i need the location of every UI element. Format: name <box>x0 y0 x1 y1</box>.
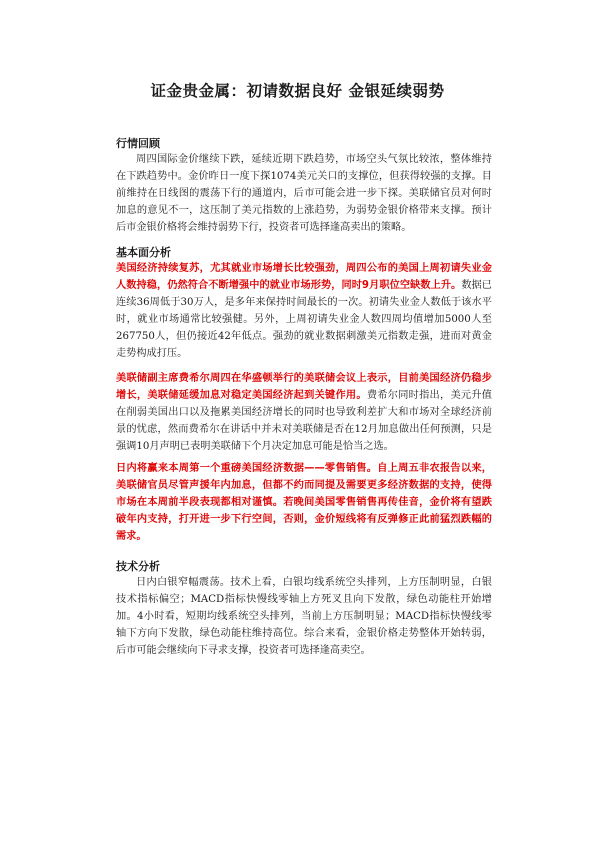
fundamentals-paragraph-1 <box>116 260 492 362</box>
fundamentals-heading: 基本面分析 <box>116 246 171 259</box>
fundamentals-p1-highlight: 美国经济持续复苏，尤其就业市场增长比较强劲，周四公布的美国上周初请失业金人数持稳，仍然符合不断增强中的就业市场形势，同时9月职位空缺数上升。 <box>116 263 492 291</box>
review-heading: 行情回顾 <box>116 137 160 150</box>
fundamentals-p2-text: 费希尔同时指出，美元升值在削弱美国出口以及拖累美国经济增长的同时也导致利差扩大和市场对全球经济前景的忧虑，然而费希尔在讲话中并未对美联储是否在12月加息做出任何预测，只是强调10月声明已表明美联储下个月决定加息可能是恰当之选。 <box>116 390 492 452</box>
fundamentals-paragraph-2 <box>116 370 492 455</box>
fundamentals-p2-highlight: 美联储副主席费希尔周四在华盛顿举行的美联储会议上表示，目前美国经济仍稳步增长，美联储延缓加息对稳定美国经济起到关键作用。 <box>116 373 492 401</box>
page-title: 证金贵金属：初请数据良好 金银延续弱势 <box>150 82 445 100</box>
review-paragraph: 周四国际金价继续下跌，延续近期下跌趋势，市场空头气氛比较浓，整体维持在下跌趋势中。金价昨日一度下探1074美元关口的支撑位，但获得较强的支撑。目前维持在日线图的震荡下行的通道内，后市可能会进一步下探。美联储官员对何时加息的意见不一，这压制了美元指数的上涨趋势，为弱势金银价格带来支撑。预计后市金银价格将会维持弱势下行，投资者可选择逢高卖出的策略。 <box>116 154 492 233</box>
technical-heading: 技术分析 <box>116 560 160 573</box>
fundamentals-p1-text: 数据已连续36周低于30万人，是多年来保持时间最长的一次。初请失业金人数低于该水平时，就业市场通常比较强健。另外，上周初请失业金人数四周均值增加5000人至267750人，但仍接近42年低点。强劲的就业数据刺激美元指数走强，进而对黄金走势构成打压。 <box>116 280 492 359</box>
technical-paragraph: 日内白银窄幅震荡。技术上看，白银均线系统空头排列，上方压制明显，白银技术指标偏空；MACD指标快慢线零轴上方死叉且向下发散，绿色动能柱开始增加。4小时看，短期均线系统空头排列，当前上方压制明显；MACD指标快慢线零轴下方向下发散，绿色动能柱维持高位。综合来看，金银价格走势整体开始转弱，后市可能会继续向下寻求支撑，投资者可选择逢高卖空。 <box>116 577 492 656</box>
fundamentals-paragraph-3: 日内将赢来本周第一个重磅美国经济数据——零售销售。自上周五非农报告以来，美联储官员尽管声援年内加息，但都不约而同提及需要更多经济数据的支持，使得市场在本周前半段表现都相对谨慎。若晚间美国零售销售再传佳音，金价将有望跌破年内支持，打开进一步下行空间，否则，金价短线将有反弹修正此前猛烈跌幅的需求。 <box>116 463 492 542</box>
